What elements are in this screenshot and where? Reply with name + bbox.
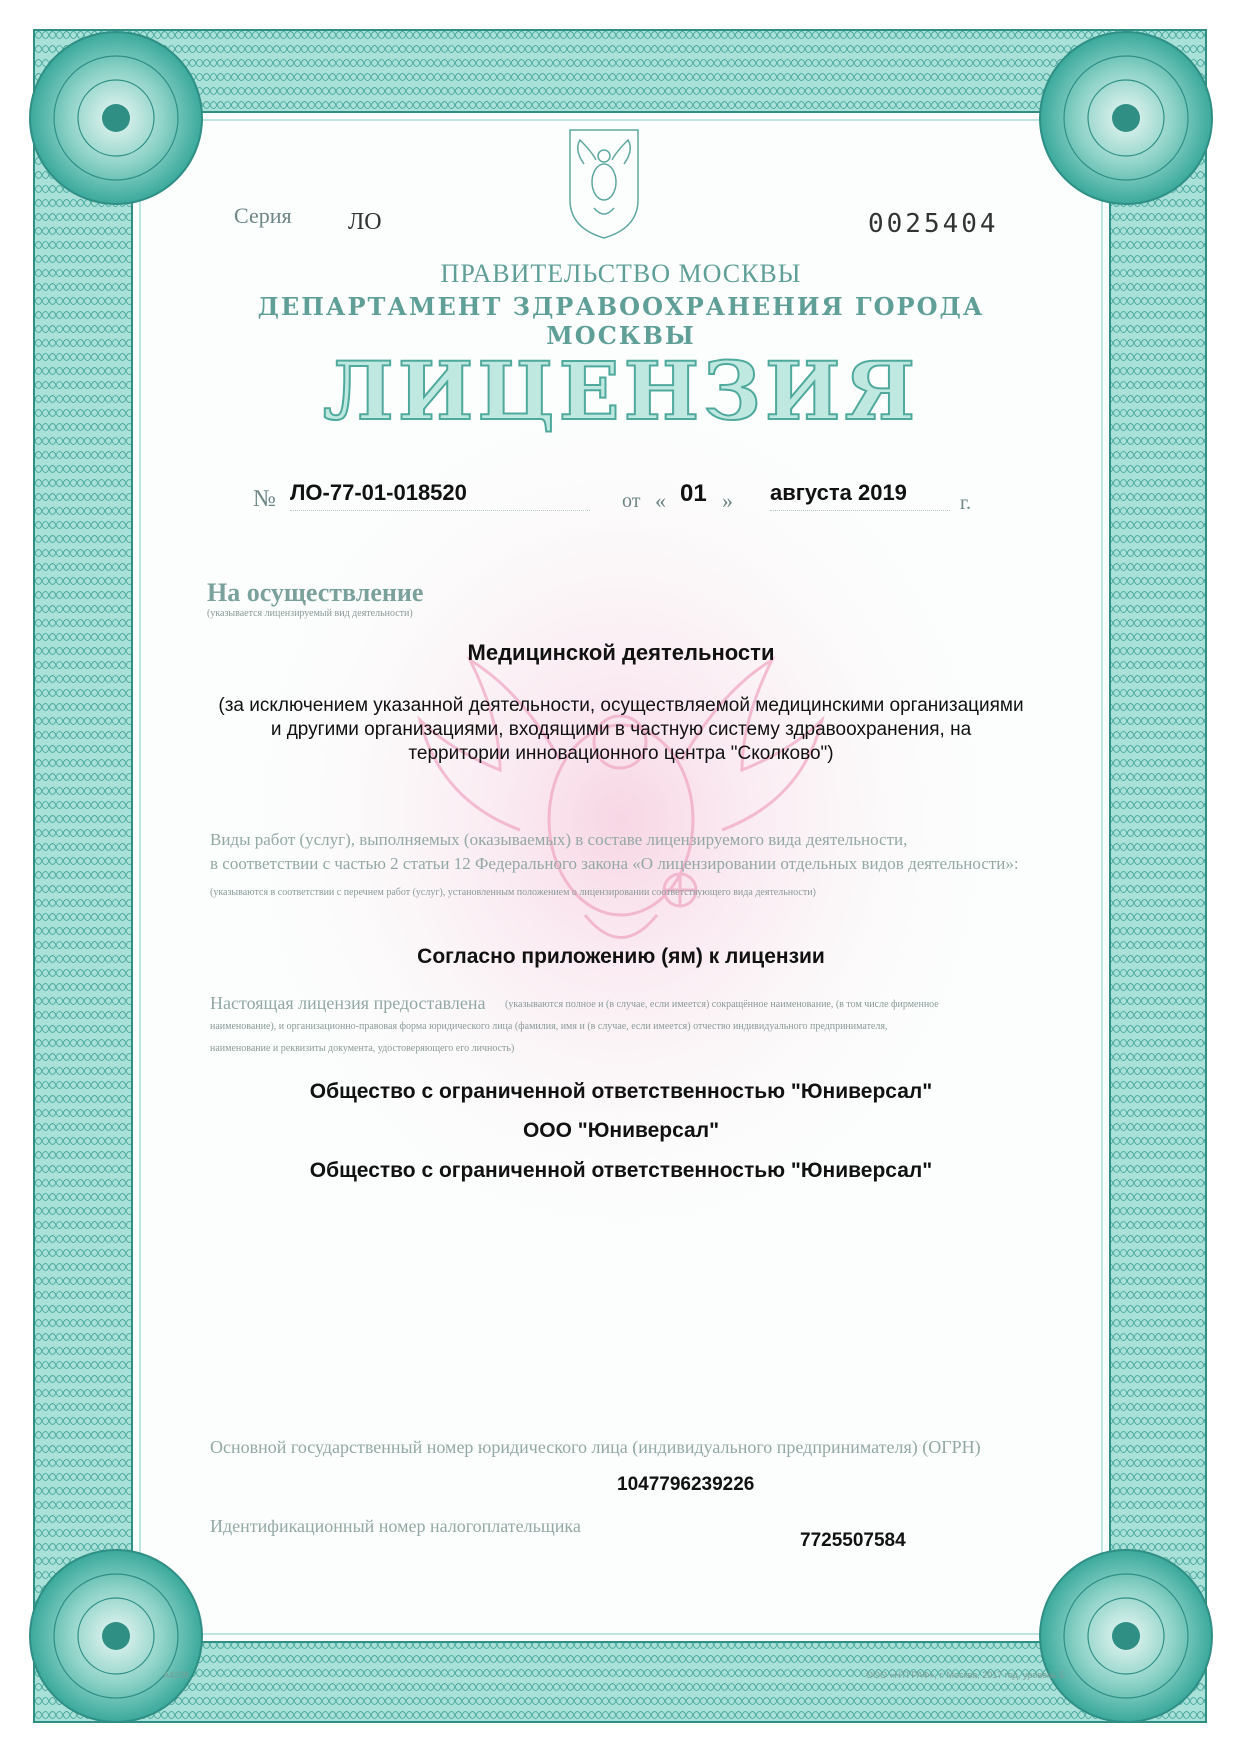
activity-description bbox=[160, 694, 1082, 766]
holder-note-1: (указываются полное и (в случае, если имеется) сокращённое наименование, (в том числе фирменное bbox=[505, 999, 939, 1010]
inn-value: 7725507584 bbox=[800, 1530, 906, 1551]
quote-close: » bbox=[722, 488, 733, 513]
works-value: Согласно приложению (ям) к лицензии bbox=[417, 945, 825, 968]
works-label-line: в соответствии с частью 2 статьи 12 Федерального закона «О лицензировании отдельных видов деятельности»: bbox=[210, 854, 1019, 873]
quote-open: « bbox=[655, 488, 666, 513]
holder-label: Настоящая лицензия предоставлена bbox=[210, 993, 486, 1013]
department-name: ДЕПАРТАМЕНТ ЗДРАВООХРАНЕНИЯ ГОРОДА МОСКВЫ bbox=[257, 292, 985, 350]
activity-heading: На осуществление bbox=[207, 578, 424, 607]
activity-description-line: территории инновационного центра "Сколково") bbox=[408, 743, 834, 764]
holder-short-name: ООО "Юниверсал" bbox=[522, 1119, 720, 1142]
license-title: ЛИЦЕНЗИЯ bbox=[322, 344, 920, 438]
activity-name: Медицинской деятельности bbox=[467, 640, 775, 665]
works-label-line: Виды работ (услуг), выполняемых (оказываемых) в составе лицензируемого вида деятельности, bbox=[210, 830, 908, 849]
license-day: 01 bbox=[680, 480, 707, 507]
holder-brand-name: Общество с ограниченной ответственностью "Юниверсал" bbox=[309, 1159, 933, 1182]
ogrn-label: Основной государственный номер юридического лица (индивидуального предпринимателя) (ОГРН) bbox=[210, 1437, 981, 1457]
license-number: ЛО-77-01-018520 bbox=[290, 480, 590, 511]
seria-value: ЛО bbox=[348, 209, 382, 235]
government-name: ПРАВИТЕЛЬСТВО МОСКВЫ bbox=[440, 259, 802, 288]
works-note: (указываются в соответствии с перечнем работ (услуг), установленным положением о лицензировании соответствующего вида деятельности) bbox=[210, 887, 816, 898]
year-suffix: г. bbox=[960, 492, 971, 514]
blank-number: 0025404 bbox=[868, 209, 999, 239]
seria-label: Серия bbox=[234, 203, 292, 228]
ogrn-value: 1047796239226 bbox=[617, 1474, 755, 1495]
inn-label: Идентификационный номер налогоплательщика bbox=[210, 1516, 581, 1536]
activity-description-line: (за исключением указанной деятельности, осуществляемой медицинскими организациями bbox=[218, 695, 1024, 716]
holder-note-2: наименование), и организационно-правовая форма юридического лица (фамилия, имя и (в случае, если имеется) отчество индивидуального предпринимателя, bbox=[210, 1021, 888, 1032]
number-label: № bbox=[253, 486, 276, 512]
works-label bbox=[210, 828, 1060, 876]
holder-full-name: Общество с ограниченной ответственностью "Юниверсал" bbox=[309, 1080, 933, 1103]
holder-note-3: наименование и реквизиты документа, удостоверяющего его личность) bbox=[210, 1043, 515, 1054]
form-code: А4238 bbox=[163, 1670, 190, 1680]
from-label: от bbox=[622, 490, 641, 512]
activity-heading-note: (указывается лицензируемый вид деятельности) bbox=[207, 608, 413, 619]
printer-imprint: ООО «НТГРАФ», г. Москва, 2017 год, уровень Б bbox=[866, 1670, 1066, 1680]
activity-description-line: и другими организациями, входящими в частную систему здравоохранения, на bbox=[270, 719, 972, 740]
license-month-year: августа 2019 bbox=[770, 480, 950, 511]
